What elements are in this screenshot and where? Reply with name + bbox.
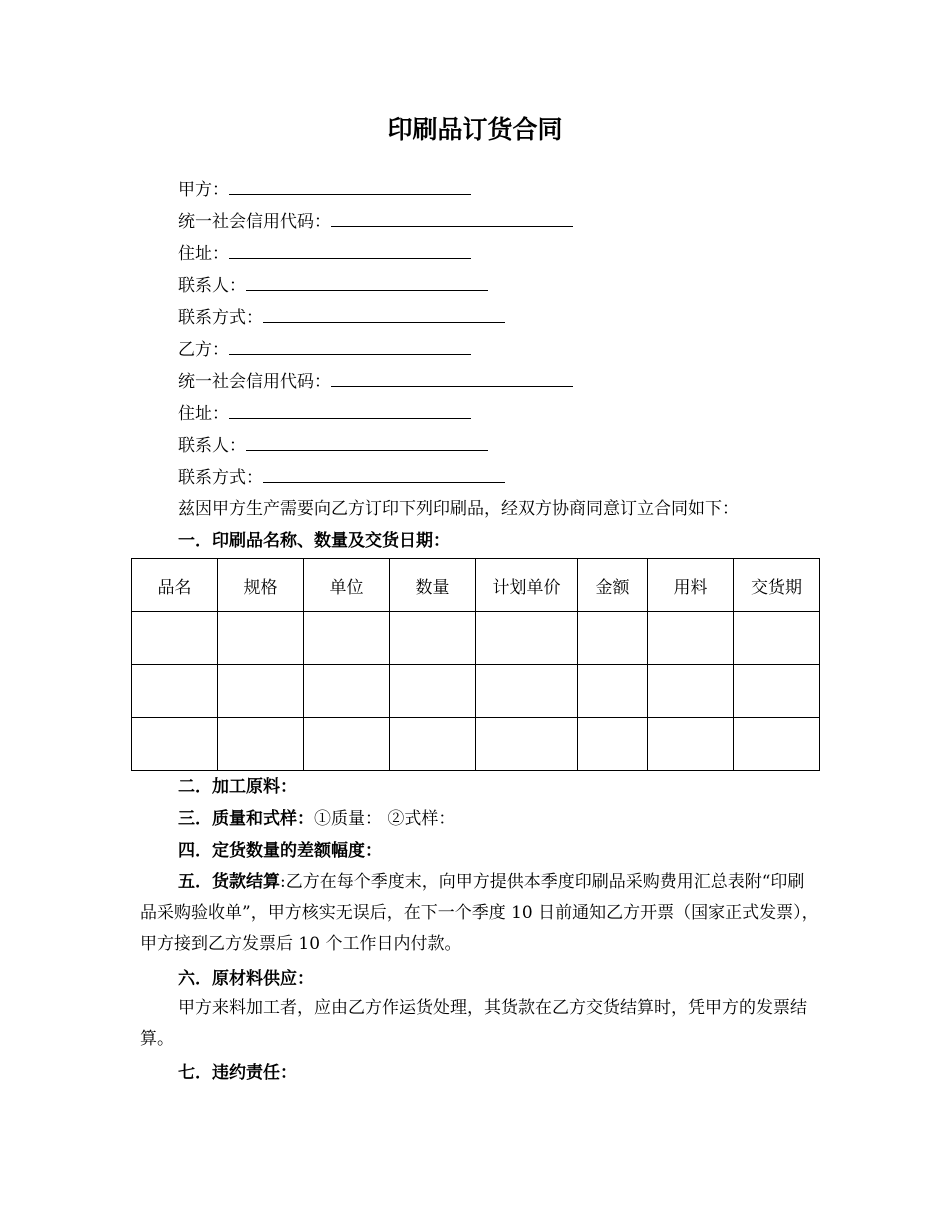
table-cell[interactable]	[476, 665, 578, 718]
party-b-field	[178, 338, 471, 361]
table-cell[interactable]	[476, 718, 578, 771]
party-b-address-label: 住址：	[178, 404, 229, 424]
table-cell[interactable]	[132, 665, 218, 718]
section-4-title: 四．定货数量的差额幅度：	[178, 841, 382, 861]
table-cell[interactable]	[218, 665, 304, 718]
table-cell[interactable]	[218, 718, 304, 771]
header-spec: 规格	[218, 559, 304, 612]
section-1-heading	[178, 530, 450, 552]
section-5-paragraph	[140, 867, 820, 960]
party-a-address-field	[178, 242, 471, 265]
section-4-heading	[178, 840, 382, 862]
section-6-paragraph	[140, 993, 820, 1055]
table-cell[interactable]	[734, 612, 820, 665]
party-b-contact-label: 联系人：	[178, 436, 246, 456]
party-b-credit-code-field	[178, 370, 573, 393]
party-b-contact-method-label: 联系方式：	[178, 468, 263, 488]
header-unit: 单位	[304, 559, 390, 612]
table-cell[interactable]	[578, 612, 648, 665]
table-row	[132, 612, 820, 665]
header-item-name: 品名	[132, 559, 218, 612]
table-cell[interactable]	[578, 665, 648, 718]
party-b-contact-method-blank[interactable]	[263, 466, 505, 483]
party-a-address-label: 住址：	[178, 244, 229, 264]
table-cell[interactable]	[578, 718, 648, 771]
party-a-contact-method-blank[interactable]	[263, 306, 505, 323]
party-a-credit-code-label: 统一社会信用代码：	[178, 212, 331, 232]
section-7-heading	[178, 1062, 297, 1084]
table-cell[interactable]	[304, 612, 390, 665]
table-cell[interactable]	[734, 665, 820, 718]
table-cell[interactable]	[390, 665, 476, 718]
party-b-contact-field	[178, 434, 488, 457]
party-a-contact-blank[interactable]	[246, 274, 488, 291]
table-row	[132, 718, 820, 771]
order-table	[131, 558, 820, 771]
party-b-credit-code-label: 统一社会信用代码：	[178, 372, 331, 392]
section-6-heading	[178, 968, 314, 990]
table-cell[interactable]	[734, 718, 820, 771]
party-b-contact-method-field	[178, 466, 505, 489]
party-b-address-field	[178, 402, 471, 425]
table-cell[interactable]	[132, 718, 218, 771]
section-3-options: ①质量： ②式样：	[314, 809, 456, 829]
document-title: 印刷品订货合同	[387, 115, 563, 144]
intro-text: 兹因甲方生产需要向乙方订印下列印刷品，经双方协商同意订立合同如下：	[178, 499, 739, 519]
section-7-title: 七．违约责任：	[178, 1063, 297, 1083]
header-material: 用料	[648, 559, 734, 612]
party-a-credit-code-blank[interactable]	[331, 210, 573, 227]
table-cell[interactable]	[304, 718, 390, 771]
table-cell[interactable]	[390, 718, 476, 771]
table-cell[interactable]	[132, 612, 218, 665]
party-a-address-blank[interactable]	[229, 242, 471, 259]
header-amount: 金额	[578, 559, 648, 612]
section-1-title: 一．印刷品名称、数量及交货日期：	[178, 531, 450, 551]
section-3-heading	[178, 808, 455, 830]
party-b-credit-code-blank[interactable]	[331, 370, 573, 387]
party-a-contact-method-field	[178, 306, 505, 329]
table-header-row	[132, 559, 820, 612]
party-b-address-blank[interactable]	[229, 402, 471, 419]
table-cell[interactable]	[648, 665, 734, 718]
section-5-title: 五．货款结算	[178, 872, 280, 892]
party-b-blank[interactable]	[229, 338, 471, 355]
party-a-contact-field	[178, 274, 488, 297]
section-6-title: 六．原材料供应：	[178, 969, 314, 989]
party-a-contact-method-label: 联系方式：	[178, 308, 263, 328]
table-cell[interactable]	[476, 612, 578, 665]
party-a-credit-code-field	[178, 210, 573, 233]
party-a-label: 甲方：	[178, 180, 229, 200]
section-6-text: 甲方来料加工者，应由乙方作运货处理，其货款在乙方交货结算时，凭甲方的发票结算。	[140, 998, 807, 1049]
table-cell[interactable]	[218, 612, 304, 665]
table-cell[interactable]	[648, 612, 734, 665]
party-a-contact-label: 联系人：	[178, 276, 246, 296]
table-cell[interactable]	[304, 665, 390, 718]
header-planned-unit-price: 计划单价	[476, 559, 578, 612]
section-3-title: 三．质量和式样：	[178, 809, 314, 829]
header-delivery-date: 交货期	[734, 559, 820, 612]
party-b-contact-blank[interactable]	[246, 434, 488, 451]
party-a-field	[178, 178, 471, 201]
section-2-title: 二．加工原料：	[178, 777, 297, 797]
table-row	[132, 665, 820, 718]
table-cell[interactable]	[648, 718, 734, 771]
party-b-label: 乙方：	[178, 340, 229, 360]
party-a-blank[interactable]	[229, 178, 471, 195]
section-2-heading	[178, 776, 297, 798]
section-5-text: :乙方在每个季度末，向甲方提供本季度印刷品采购费用汇总表附“印刷品采购验收单”，甲方核实无误后，在下一个季度 10 日前通知乙方开票（国家正式发票），甲方接到乙方发票后 10 个工作日内付款。	[140, 872, 819, 954]
header-quantity: 数量	[390, 559, 476, 612]
table-cell[interactable]	[390, 612, 476, 665]
